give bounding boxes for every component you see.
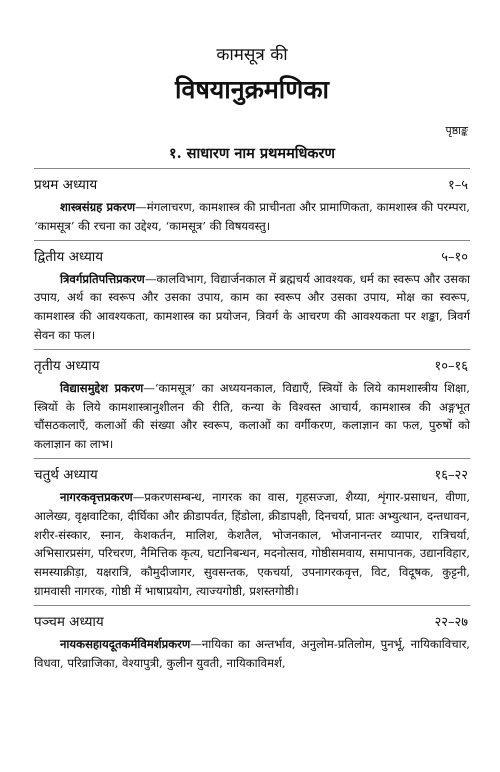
chapter-heading xyxy=(34,612,470,633)
section-title: १. साधारण नाम प्रथममधिकरण xyxy=(34,144,470,169)
chapter-pages: ५–१० xyxy=(441,249,468,265)
chapter-pages: १०–१६ xyxy=(434,358,468,374)
chapter-contents xyxy=(34,635,470,677)
page-title: विषयानुक्रमणिका xyxy=(174,75,330,104)
chapter-pages: १–५ xyxy=(447,178,468,193)
prakaran-topics: —प्रकरणसम्बन्ध, नागरक का वास, गृहसज्जा, शैय्या, शृंगार-प्रसाधन, वीणा, आलेख्य, वृक्षवाटिका, दीर्घिका और क्रीडापर्वत, हिंडोला, क्रीडापक्षी, दिनचर्या, प्रातः अभ्युत्थान, दन्तधावन, शरीर-संस्कार, स्नान, केशकर्तन, मालिश, केशतैल, भोजनकाल, भोजनानन्तर व्यापार, रात्रिचर्या, अभिसारप्रसंग, परिचरण, नैमित्तिक कृत्य, घटानिबन्धन, मदनोत्सव, गोष्ठीसमवाय, समापानक, उद्यानविहार, समस्याक्रीड़ा, यक्षरात्रि, कौमुदीजागर, सुवसन्तक, एकचर्या, उपनागरकवृत्त, विट, विदूषक, कुट्टनी, ग्रामवासी नागरक, गोष्ठी में भाषाप्रयोग, त्याज्यगोष्ठी, प्रशस्तगोष्ठी। xyxy=(34,489,470,598)
prakaran-topics: —नायिका का अन्तर्भाव, अनुलोम-प्रतिलोम, पुनर्भू, नायिकाविचार, विधवा, परिव्राजिका, वेश्यापुत्री, कुलीन युवती, नायिकाविमर्श, xyxy=(34,636,470,670)
prakaran-topics: —कालविभाग, विद्यार्जनकाल में ब्रह्मचर्य आवश्यक, धर्म का स्वरूप और उसका उपाय, अर्थ का स्वरूप और उसका उपाय, काम का स्वरूप और उसका उपाय, मोक्ष का स्वरूप, कामशास्त्र की आवश्यकता, कामशास्त्र का प्रयोजन, त्रिवर्ग के आचरण की आवश्यकता पर शङ्का, त्रिवर्ग सेवन का फल। xyxy=(34,271,470,342)
chapter-name: पञ्चम अध्याय xyxy=(34,613,104,630)
chapter-name: द्वितीय अध्याय xyxy=(34,248,104,265)
chapter-heading xyxy=(34,247,470,268)
prakaran-title: नायकसहायदूतकर्मविमर्शप्रकरण xyxy=(60,636,191,651)
page-number-column-label: पृष्ठाङ्क xyxy=(445,124,468,137)
chapter-name: प्रथम अध्याय xyxy=(34,177,98,193)
heading-line-1: कामसूत्र की xyxy=(216,45,288,65)
chapter-heading xyxy=(34,465,470,486)
chapter-contents xyxy=(34,379,470,459)
chapter-name: तृतीय अध्याय xyxy=(34,357,100,374)
chapter-name: चतुर्थ अध्याय xyxy=(34,466,98,483)
prakaran-topics: —मंगलाचरण, कामशास्त्र की प्राचीनता और प्रामाणिकता, कामशास्त्र की परम्परा, ‘कामसूत्र’ की रचना का उद्देश्य, ‘कामसूत्र’ की विषयवस्तु। xyxy=(34,200,470,233)
prakaran-title: नागरकवृत्तप्रकरण xyxy=(60,489,133,504)
prakaran-topics: —‘कामसूत्र’ का अध्ययनकाल, विद्याएँ, स्त्रियों के लिये कामशास्त्रीय शिक्षा, स्त्रियों के लिये कामशास्त्रानुशीलन की रीति, कन्या के विश्वस्त आचार्य, कामशास्त्र की अङ्गभूत चौंसठकलाएँ, कलाओं की संख्या और स्वरूप, कलाओं का वर्गीकरण, कलाज्ञान का फल, पुरुषों को कलाज्ञान का लाभ। xyxy=(34,380,470,452)
chapter-heading xyxy=(34,175,470,196)
prakaran-title: त्रिवर्गप्रतिपत्तिप्रकरण xyxy=(60,271,145,286)
chapter-contents xyxy=(34,270,470,350)
chapter-pages: १६–२२ xyxy=(434,467,468,483)
chapter-contents xyxy=(34,488,470,606)
chapter-heading xyxy=(34,356,470,377)
chapter-contents xyxy=(34,198,470,241)
prakaran-title: शास्त्रसंग्रह प्रकरण xyxy=(60,200,136,214)
prakaran-title: विद्यासमुद्देश प्रकरण xyxy=(60,380,144,395)
chapter-pages: २२–२७ xyxy=(434,614,468,630)
